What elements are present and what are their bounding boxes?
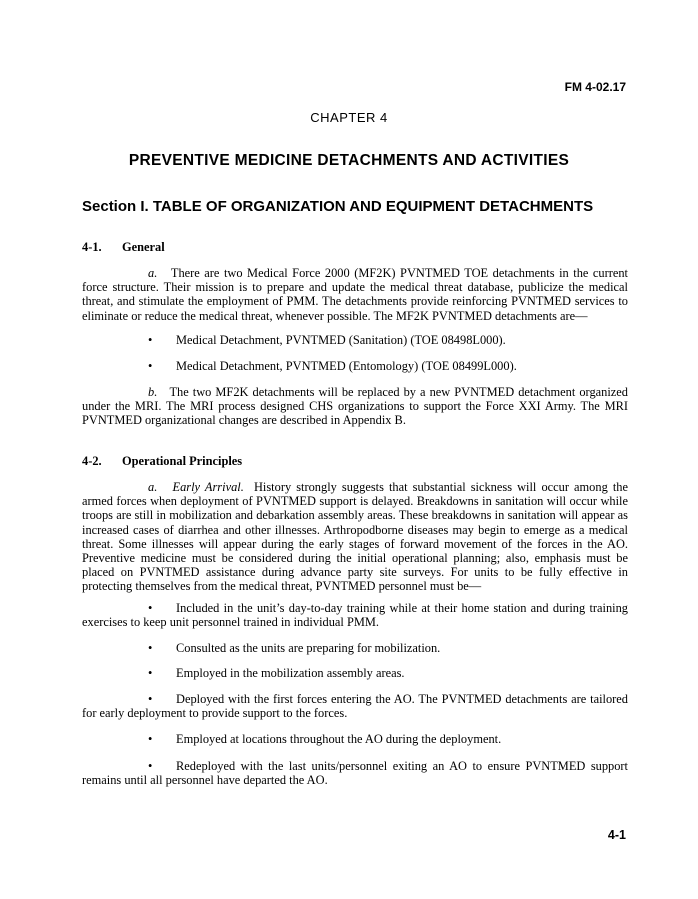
subparagraph-text: History strongly suggests that substantial sickness will occur among the armed forces when deployment of PVNTMED support is delayed. Breakdowns in sanitation will occur while troops are still in mobilization and debarkation assembly areas. These breakdowns in sanitation will appear as increased cases of diarrhea and other illnesses. Arthropodborne diseases may begin to emerge as a medical threat. Some illnesses will appear during the early stages of forward movement of the forces in the AO. Preventive medicine must be considered during the initial operational planning; also, emphasis must be placed on PVNTMED assistance during advance party site surveys. For units to be fully effective in protecting themselves from the medical threat, PVNTMED personnel must be— [82,480,628,594]
list-item-text: Employed at locations throughout the AO during the deployment. [176,732,502,746]
list-item-text: Deployed with the first forces entering the AO. The PVNTMED detachments are tailored for early deployment to provide support to the forces. [82,692,628,721]
subparagraph-title: Early Arrival. [172,480,244,494]
bullet-glyph: • [148,333,153,347]
bullet-glyph: • [148,692,153,706]
bullet-glyph: • [148,359,153,373]
list-item [82,732,628,746]
subparagraph-label: b. [148,385,158,399]
list-item-text: Included in the unit’s day-to-day training while at their home station and during training exercises to keep unit personnel trained in individual PMM. [82,601,628,630]
list-item-text: Redeployed with the last units/personnel exiting an AO to ensure PVNTMED support remains until all personnel have departed the AO. [82,759,628,788]
paragraph-title: Operational Principles [122,454,243,468]
bullet-glyph: • [148,666,153,680]
list-item-text: Employed in the mobilization assembly areas. [176,666,405,680]
list-item [82,333,628,347]
document-code: FM 4-02.17 [564,80,626,94]
paragraph-heading-4-1 [82,240,165,255]
bullet-glyph: • [148,641,153,655]
paragraph-number: 4-2. [82,454,102,468]
list-item [82,601,628,629]
paragraph-number: 4-1. [82,240,102,254]
paragraph-title: General [122,240,165,254]
chapter-title: PREVENTIVE MEDICINE DETACHMENTS AND ACTIVITIES [128,152,570,169]
list-item [82,359,628,373]
paragraph-4-1-a [82,266,628,323]
list-item-text: Medical Detachment, PVNTMED (Entomology) (TOE 08499L000). [176,359,517,373]
subparagraph-text: There are two Medical Force 2000 (MF2K) PVNTMED TOE detachments in the current force structure. Their mission is to prepare and update the medical threat database, publicize the medical threat, and stimulate the employment of PMM. The detachments provide reinforcing PVNTMED services to eliminate or reduce the medical threat, whenever possible. The MF2K PVNTMED detachments are— [82,266,628,323]
list-item [82,641,628,655]
section-heading: Section I. TABLE OF ORGANIZATION AND EQUIPMENT DETACHMENTS [82,198,594,215]
subparagraph-text: The two MF2K detachments will be replaced by a new PVNTMED detachment organized under the MRI. The MRI process designed CHS organizations to support the Force XXI Army. The MRI PVNTMED organizational changes are described in Appendix B. [82,385,628,428]
subparagraph-label: a. [148,266,158,280]
list-item-text: Consulted as the units are preparing for mobilization. [176,641,441,655]
bullet-glyph: • [148,601,153,615]
list-item [82,692,628,720]
list-item [82,759,628,787]
paragraph-4-1-b [82,385,628,428]
subparagraph-label: a. [148,480,158,494]
list-item [82,666,628,680]
bullet-glyph: • [148,759,153,773]
bullet-glyph: • [148,732,153,746]
list-item-text: Medical Detachment, PVNTMED (Sanitation) (TOE 08498L000). [176,333,506,347]
chapter-label: CHAPTER 4 [310,110,388,125]
paragraph-heading-4-2 [82,454,242,469]
paragraph-4-2-a [82,480,628,594]
page-number: 4-1 [607,828,626,842]
